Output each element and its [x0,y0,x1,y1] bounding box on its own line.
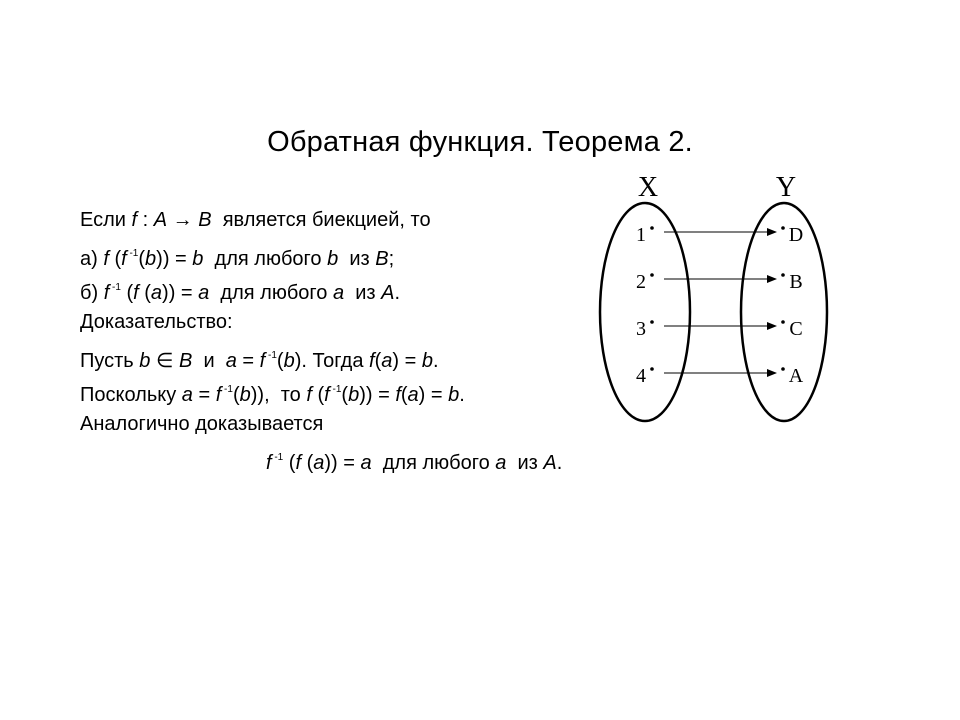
proof-step-4: f $^{-1}$ (f (a)) = a для любого a из A. [266,452,563,474]
word-and: и [203,350,215,372]
set-y-ellipse [741,203,827,421]
word-since: Поскольку [80,384,177,406]
codomain-element: A [788,365,804,387]
set-x-label: X [637,172,659,203]
word-from: из [355,282,376,304]
domain-point [650,367,654,371]
theorem-statement: Если f : A → B является биекцией, то [80,209,431,231]
claim-b: б) f $^{-1}$ (f (a)) = a для любого a из A. [80,282,400,304]
proof-step-3 [80,407,640,441]
codomain-element: D [788,224,804,246]
proof-label [80,305,640,339]
claim-a: а) f (f $^{-1}$(b)) = b для любого b из B; [80,248,395,270]
word-then2: то [280,384,301,406]
domain-element: 4 [636,365,646,387]
word-for-any: для любого [214,248,322,270]
word-for-any: для любого [382,452,490,474]
proof-step-2: Поскольку a = f $^{-1}$(b)), то f (f $^{-1}$(b)) = f(a) = b. [80,384,465,406]
claim-b-prefix: б) [80,282,99,304]
codomain-element: B [789,271,803,293]
word-from: из [349,248,370,270]
domain-element: 2 [636,271,646,293]
domain-element: 3 [636,318,646,340]
proof-heading: Доказательство: [80,311,233,333]
set-y-label: Y [775,172,797,203]
proof-step-1: Пусть b ∈ B и a = f $^{-1}$(b). Тогда f(a) = b. [80,350,439,372]
word-let: Пусть [80,350,134,372]
word-from: из [517,452,538,474]
mapping-rows [636,224,804,387]
domain-point [650,273,654,277]
bijection-diagram [590,160,870,430]
codomain-point [781,367,785,371]
claim-a-prefix: а) [80,248,98,270]
word-similarly: Аналогично доказывается [80,413,324,435]
theorem-text [80,203,640,475]
word-is-bijection: является биекцией, то [222,209,431,231]
domain-element: 1 [636,224,646,246]
domain-point [650,226,654,230]
slide-title: Обратная функция. Теорема 2. [267,126,693,158]
codomain-point [781,320,785,324]
codomain-element: C [789,318,803,340]
word-then: Тогда [312,350,364,372]
word-if: Если [80,209,126,231]
codomain-point [781,273,785,277]
codomain-point [781,226,785,230]
domain-point [650,320,654,324]
word-for-any: для любого [220,282,328,304]
